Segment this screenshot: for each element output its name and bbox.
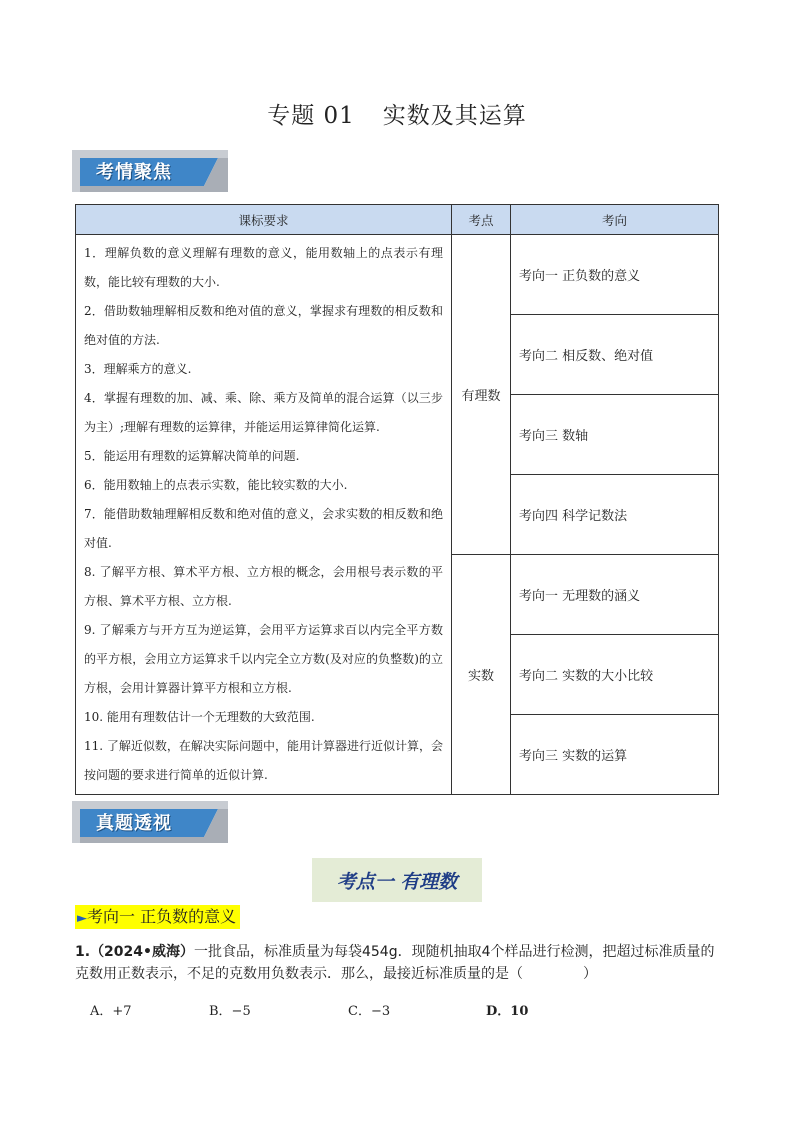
req-item: 8. 了解平方根、算术平方根、立方根的概念，会用根号表示数的平方根、算术平方根、立方根. xyxy=(84,565,443,608)
question-text: 一批食品，标准质量为每袋454g．现随机抽取4个样品进行检测，把超过标准质量的克数用正数表示，不足的克数用负数表示．那么，最接近标准质量的是（ xyxy=(75,944,715,982)
kaoxiang-item: 考向二 相反数、绝对值 xyxy=(511,315,719,395)
kaoxiang-item: 考向二 实数的大小比较 xyxy=(511,635,719,715)
option-d: D．10 xyxy=(486,1004,529,1019)
table-header-row xyxy=(76,205,719,235)
req-item: 3．理解乘方的意义. xyxy=(84,362,192,376)
kaoxiang-item: 考向一 无理数的涵义 xyxy=(511,555,719,635)
banner-label: 考情聚焦 xyxy=(96,162,172,183)
option-c: C．−3 xyxy=(348,1004,391,1019)
kaoxiang-item: 考向三 数轴 xyxy=(511,395,719,475)
req-item: 9. 了解乘方与开方互为逆运算，会用平方运算求百以内完全平方数的平方根，会用立方运算求千以内完全立方数(及对应的负整数)的立方根，会用计算器计算平方根和立方根. xyxy=(84,623,443,695)
question-number: 1. xyxy=(75,944,91,960)
option-a: A．+7 xyxy=(90,1004,132,1019)
kaodian-box xyxy=(312,858,482,902)
requirements-table xyxy=(75,204,719,795)
req-item: 7．能借助数轴理解相反数和绝对值的意义，会求实数的相反数和绝对值. xyxy=(84,507,443,550)
header-kaodian: 考点 xyxy=(452,205,511,235)
kaoxiang-highlight xyxy=(75,905,240,929)
title-main: 实数及其运算 xyxy=(382,103,527,129)
section-banner-kaoqing xyxy=(72,150,228,192)
kaoxiang-item: 考向三 实数的运算 xyxy=(511,715,719,795)
option-b: B．−5 xyxy=(209,1004,251,1019)
question-1 xyxy=(75,941,723,985)
req-item: 4．掌握有理数的加、减、乘、除、乘方及简单的混合运算（以三步为主）;理解有理数的运算律，并能运用运算律简化运算. xyxy=(84,391,443,434)
req-item: 1．理解负数的意义理解有理数的意义，能用数轴上的点表示有理数，能比较有理数的大小. xyxy=(84,246,443,289)
header-kaoxiang: 考向 xyxy=(511,205,719,235)
section-banner-zhenti xyxy=(72,801,228,843)
title-prefix: 专题 01 xyxy=(267,103,355,129)
req-item: 6．能用数轴上的点表示实数，能比较实数的大小. xyxy=(84,478,348,492)
kaodian-real: 实数 xyxy=(452,555,511,795)
req-item: 11. 了解近似数，在解决实际问题中，能用计算器进行近似计算，会按问题的要求进行简单的近似计算. xyxy=(84,739,443,782)
requirements-cell xyxy=(76,235,452,795)
req-item: 5．能运用有理数的运算解决简单的问题. xyxy=(84,449,300,463)
banner-label: 真题透视 xyxy=(96,813,172,834)
header-standard: 课标要求 xyxy=(76,205,452,235)
question-source: （2024•威海） xyxy=(90,944,194,960)
req-item: 2．借助数轴理解相反数和绝对值的意义，掌握求有理数的相反数和绝对值的方法. xyxy=(84,304,443,347)
page-title xyxy=(0,97,794,130)
table-row xyxy=(76,235,719,315)
triangle-icon: ► xyxy=(77,911,87,926)
kaodian-box-label: 考点一 有理数 xyxy=(336,871,458,893)
req-item: 10. 能用有理数估计一个无理数的大致范围. xyxy=(84,710,315,724)
kaoxiang-highlight-text: 考向一 正负数的意义 xyxy=(87,907,237,926)
question-close: ） xyxy=(583,966,597,982)
kaodian-rational: 有理数 xyxy=(452,235,511,555)
kaoxiang-item: 考向一 正负数的意义 xyxy=(511,235,719,315)
kaoxiang-item: 考向四 科学记数法 xyxy=(511,475,719,555)
